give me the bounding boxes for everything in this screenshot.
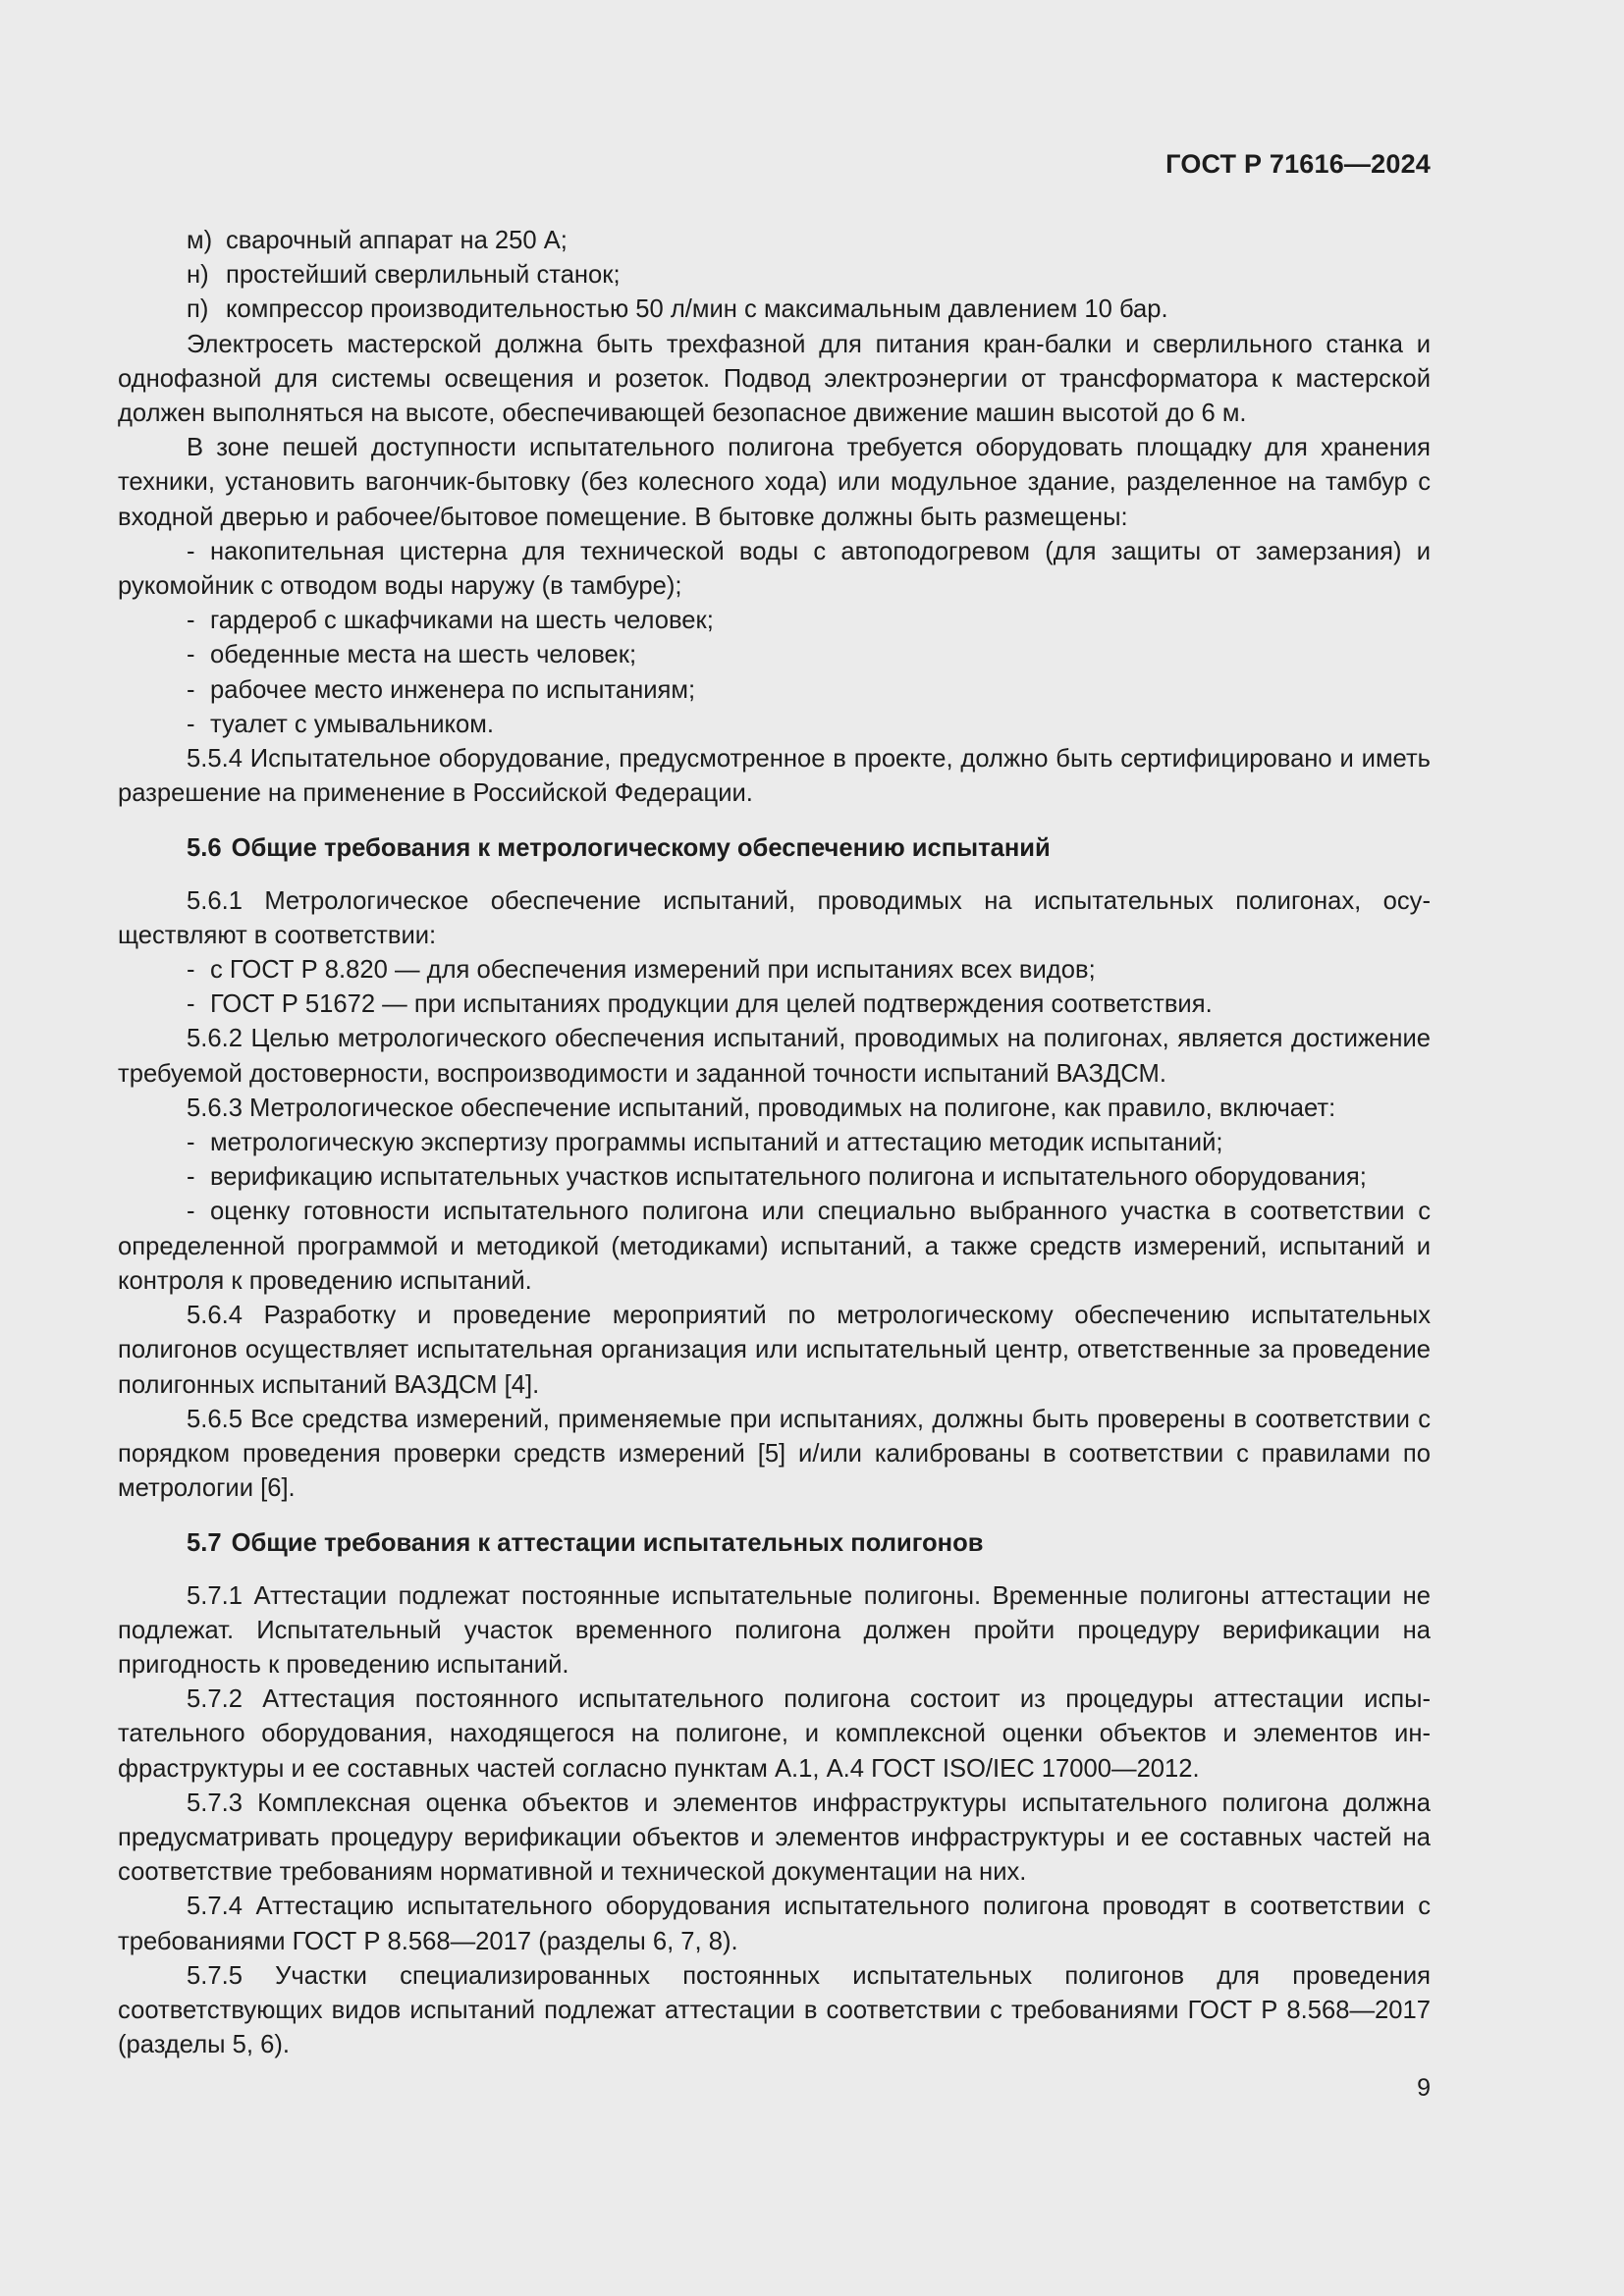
list-item bbox=[118, 1160, 1431, 1195]
list-item-text: простейший сверлильный станок; bbox=[226, 261, 621, 290]
dash-bullet: - bbox=[187, 990, 195, 1019]
list-item-text: гардероб с шкафчиками на шесть человек; bbox=[210, 607, 714, 635]
list-item bbox=[118, 953, 1431, 988]
paragraph-5-7-1: 5.7.1 Аттестации подлежат постоянные испытательные полигоны. Временные полигоны аттестации не подлежат. Испытательный участок временного полигона должен пройти процедуру верификации на пригодность к проведению испытаний. bbox=[118, 1581, 1431, 1679]
paragraph-5-6-3: 5.6.3 Метрологическое обеспечение испытаний, проводимых на полигоне, как правило, включает: bbox=[187, 1094, 1336, 1122]
list-item-text: сварочный аппарат на 250 А; bbox=[226, 227, 568, 254]
dash-bullet: - bbox=[187, 1129, 195, 1157]
list-letter: п) bbox=[187, 295, 209, 324]
paragraph-5-6-4: 5.6.4 Разработку и проведение мероприятий по метрологическому обеспечению испытательных полигонов осуществляет испытательная организация или испытательный центр, ответственные за проведение полигонных испытаний ВАЗДСМ [4]. bbox=[118, 1302, 1431, 1399]
list-letter: н) bbox=[187, 261, 209, 290]
paragraph-power-supply: Электросеть мастерской должна быть трехфазной для питания кран-балки и сверлильного станка и однофазной для системы освещения и розеток. Подвод электроэнергии от трансформатора к мастерской должен выполняться на высоте, обеспечивающей безопасное движение машин высотой до 6 м. bbox=[118, 330, 1431, 428]
paragraph-5-5-4: 5.5.4 Испытательное оборудование, предусмотренное в проекте, должно быть сертифицировано и иметь разрешение на применение в Российской Федерации. bbox=[118, 745, 1431, 808]
paragraph-5-7-4: 5.7.4 Аттестацию испытательного оборудования испытательного полигона проводят в соответствии с требованиями ГОСТ Р 8.568—2017 (разделы 6, 7, 8). bbox=[118, 1893, 1431, 1955]
paragraph-5-6-5: 5.6.5 Все средства измерений, применяемые при испытаниях, должны быть проверены в соответствии с порядком проведения проверки средств измерений [5] и/или калиброваны в соответствии с правилами по метрологии [6]. bbox=[118, 1405, 1431, 1503]
document-code-header: ГОСТ Р 71616—2024 bbox=[1165, 149, 1431, 179]
list-item-text: оценку готовности испытательного полигона или специально выбранного участка в соответствии с определенной программой и методикой (методиками) испытаний, а также средств измерений, испытаний и контроля к проведению испытаний. bbox=[118, 1198, 1431, 1295]
paragraph-5-7-5: 5.7.5 Участки специализированных постоянных испытательных полигонов для проведения соответствующих видов испытаний подлежат аттестации в соответствии с требованиями ГОСТ Р 8.568—2017 (разделы 5, 6). bbox=[118, 1961, 1431, 2059]
list-item-text: с ГОСТ Р 8.820 — для обеспечения измерений при испытаниях всех видов; bbox=[210, 956, 1096, 985]
paragraph-storage-zone: В зоне пешей доступности испытательного полигона требуется оборудовать площадку для хранения техники, установить вагончик-бытовку (без колесного хода) или модульное здание, разделенное на тамбур с входной дверью и рабочее/бытовое помещение. В бытовке должны быть размещены: bbox=[118, 434, 1431, 531]
paragraph-5-7-2: 5.7.2 Аттестация постоянного испытательного полигона состоит из процедуры аттестации испытательного оборудования, находящегося на полигоне, и комплексной оценки объектов и элементов инфраструктуры и ее составных частей согласно пунктам А.1, А.4 ГОСТ ISO/IEC 17000—2012. bbox=[118, 1685, 1431, 1783]
list-item bbox=[118, 224, 1431, 258]
paragraph-5-6-2: 5.6.2 Целью метрологического обеспечения испытаний, проводимых на полигонах, является достижение требуемой достоверности, воспроизводимости и заданной точности испытаний ВАЗДСМ. bbox=[118, 1025, 1431, 1088]
list-item-text: верификацию испытательных участков испытательного полигона и испытательного оборудования; bbox=[210, 1163, 1367, 1192]
dash-bullet: - bbox=[187, 1163, 195, 1192]
dash-bullet: - bbox=[187, 956, 195, 985]
list-item bbox=[118, 258, 1431, 293]
section-heading-5-7 bbox=[187, 1526, 1431, 1561]
page-content bbox=[118, 224, 1431, 2062]
list-item-text: ГОСТ Р 51672 — при испытаниях продукции для целей подтверждения соответствия. bbox=[210, 990, 1213, 1019]
list-item bbox=[118, 293, 1431, 327]
dash-bullet: - bbox=[187, 675, 195, 704]
section-number: 5.6 bbox=[187, 834, 222, 863]
list-item bbox=[118, 535, 1431, 604]
section-heading-5-6 bbox=[187, 831, 1431, 866]
list-item bbox=[118, 673, 1431, 708]
section-title: Общие требования к метрологическому обеспечению испытаний bbox=[231, 834, 1051, 863]
list-item-text: рабочее место инженера по испытаниям; bbox=[210, 675, 696, 704]
list-item-text: обеденные места на шесть человек; bbox=[210, 641, 637, 669]
list-item bbox=[118, 638, 1431, 672]
dash-bullet: - bbox=[187, 1198, 195, 1226]
dash-bullet: - bbox=[187, 537, 195, 565]
dash-bullet: - bbox=[187, 607, 195, 635]
paragraph-5-6-1: 5.6.1 Метрологическое обеспечение испытаний, проводимых на испытательных полигонах, осуществляют в соответствии: bbox=[118, 886, 1431, 949]
list-item-text: накопительная цистерна для технической воды с автоподогревом (для защиты от замерзания) и рукомойник с отводом воды наружу (в тамбуре); bbox=[118, 537, 1431, 601]
list-item-text: метрологическую экспертизу программы испытаний и аттестацию методик испытаний; bbox=[210, 1129, 1223, 1157]
section-number: 5.7 bbox=[187, 1529, 222, 1558]
dash-bullet: - bbox=[187, 641, 195, 669]
page-number: 9 bbox=[1417, 2074, 1431, 2102]
list-item bbox=[118, 708, 1431, 742]
list-item bbox=[118, 1126, 1431, 1160]
list-item bbox=[118, 604, 1431, 638]
paragraph-5-7-3: 5.7.3 Комплексная оценка объектов и элементов инфраструктуры испытательного полигона должна предусматривать процедуру верификации объектов и элементов инфраструктуры и ее составных частей на соответствие требованиям нормативной и технической документации на них. bbox=[118, 1789, 1431, 1887]
list-item bbox=[118, 1195, 1431, 1299]
list-item-text: компрессор производительностью 50 л/мин с максимальным давлением 10 бар. bbox=[226, 295, 1168, 324]
dash-bullet: - bbox=[187, 710, 195, 738]
list-item bbox=[118, 988, 1431, 1022]
list-letter: м) bbox=[187, 227, 213, 254]
section-title: Общие требования к аттестации испытательных полигонов bbox=[231, 1529, 984, 1558]
list-item-text: туалет с умывальником. bbox=[210, 710, 494, 738]
